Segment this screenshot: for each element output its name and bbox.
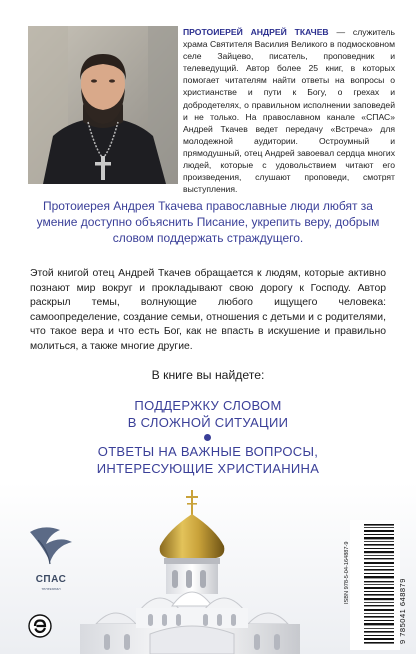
bullet-dot [204, 434, 211, 441]
isbn-number: ISBN 978-5-04-164887-9 [344, 541, 350, 604]
eksmo-logo-icon [28, 614, 52, 638]
feature-line: ПОДДЕРЖКУ СЛОВОМ [134, 398, 282, 413]
highlight-quote: Протоиерея Андрея Ткачева православные люди любят за умение доступно объяснить Писание, укрепить веру, добрым словом поддержать страждущего. [36, 199, 380, 246]
spas-logo-text: СПАС [35, 574, 67, 585]
feature-item-answers [0, 444, 416, 477]
author-photo [28, 26, 178, 184]
feature-item-support [0, 398, 416, 431]
spas-logo-subtext: телеканал [41, 586, 61, 591]
barcode-bars [350, 520, 400, 650]
feature-line: ОТВЕТЫ НА ВАЖНЫЕ ВОПРОСЫ, [97, 444, 319, 459]
author-bio [183, 26, 395, 195]
feature-line: ИНТЕРЕСУЮЩИЕ ХРИСТИАНИНА [96, 460, 320, 476]
spas-logo-icon [26, 522, 76, 578]
feature-line: В СЛОЖНОЙ СИТУАЦИИ [127, 414, 289, 430]
ean-number: 9 785041 648879 [398, 578, 407, 644]
book-description: Этой книгой отец Андрей Ткачев обращается к людям, которые активно познают мир вокруг и прокладывают свою дорогу к Господу. Автор раскрыл темы, волнующие любого ищущего человека: самоопределение, создание семьи, отношения с детьми и с родителями, что такое вера и что есть Бог, как не впасть в искушение и правильно молиться, а также многие другие. [30, 268, 386, 352]
author-name: ПРОТОИЕРЕЙ АНДРЕЙ ТКАЧЕВ [183, 27, 329, 37]
features-heading: В книге вы найдете: [151, 368, 265, 382]
author-bio-text: — служитель храма Святителя Василия Великого в подмосковном селе Зайцево, писатель, проповедник и телеведущий. Автор более 25 книг, в которых помогает читателям найти ответы на вопросы о христианстве и пути к Богу, о грехах и добродетелях, о правильном исполнении заповедей и не только. На православном канале «СПАС» Андрей Ткачев ведет передачу «Встреча» для молодежной аудитории. Остроумный и прямодушный, отец Андрей завоевал сердца многих людей, которые с удовольствием читают его произведения, слушают проповеди, смотрят выступления. [183, 27, 395, 195]
barcode [350, 520, 400, 650]
